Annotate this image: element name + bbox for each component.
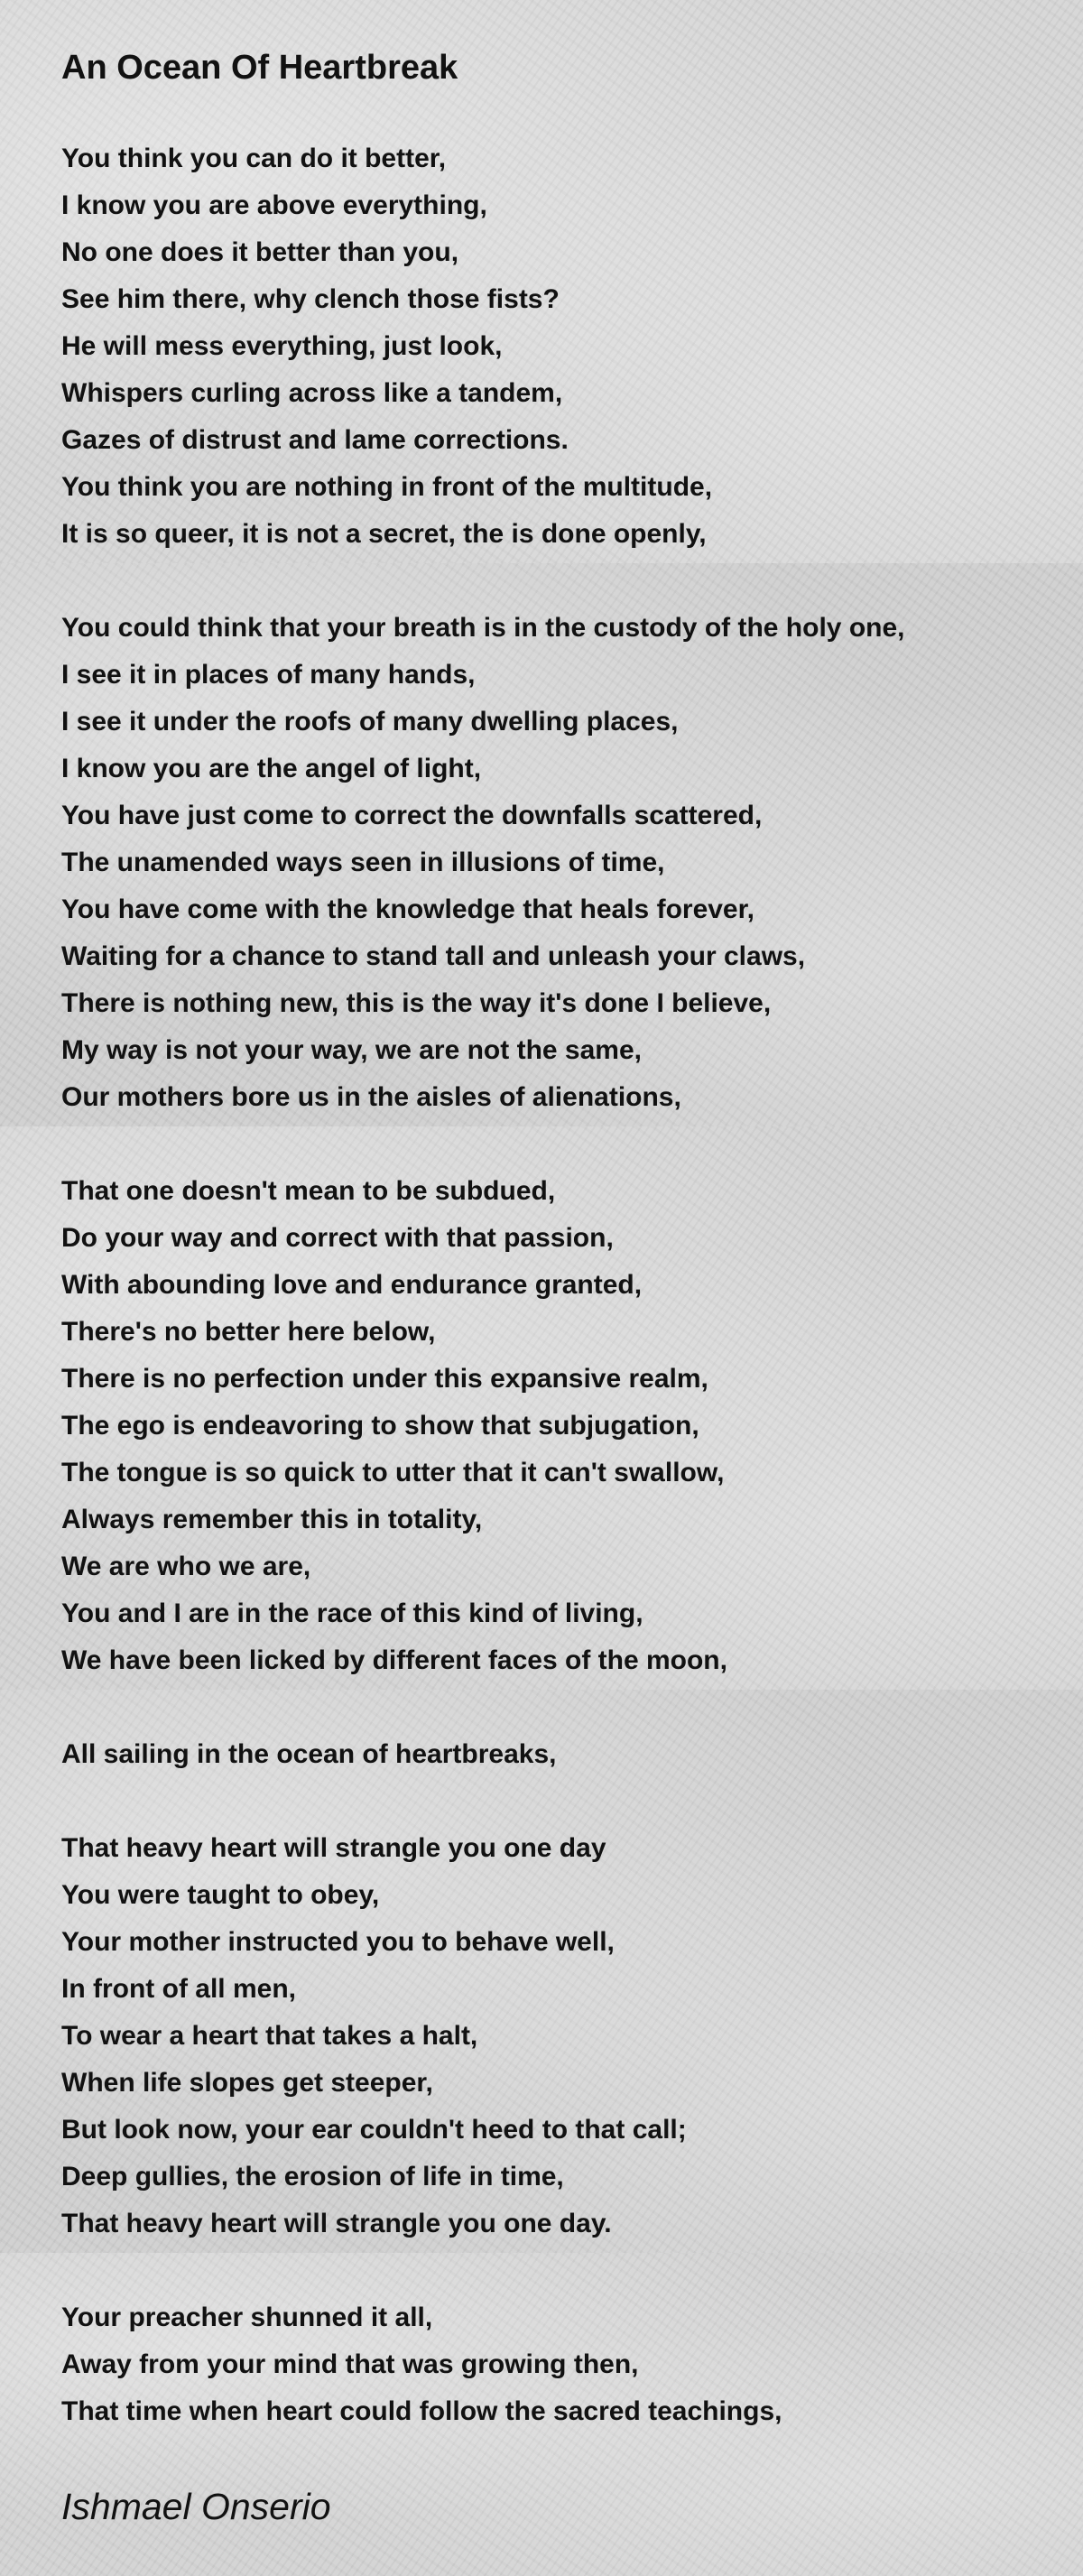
poem-line: You were taught to obey, <box>61 1880 380 1910</box>
poem-line: Always remember this in totality, <box>61 1505 483 1534</box>
poem-line: Your preacher shunned it all, <box>61 2303 433 2332</box>
poem-line: In front of all men, <box>61 1974 296 2004</box>
poem-line: You have come with the knowledge that heals forever, <box>61 894 754 924</box>
poem-line: To wear a heart that takes a halt, <box>61 2021 478 2051</box>
poem-title: An Ocean Of Heartbreak <box>61 49 458 87</box>
poem-line: You think you can do it better, <box>61 144 447 173</box>
poem-line: There is no perfection under this expansive realm, <box>61 1364 708 1394</box>
poem-line: It is so queer, it is not a secret, the is done openly, <box>61 519 707 549</box>
poem-line: You could think that your breath is in the custody of the holy one, <box>61 613 905 643</box>
poem-line: No one does it better than you, <box>61 237 459 267</box>
poem-line: I see it in places of many hands, <box>61 660 476 690</box>
poem-line: Your mother instructed you to behave well, <box>61 1927 615 1957</box>
poem-line: I know you are the angel of light, <box>61 754 482 783</box>
poem-line: That heavy heart will strangle you one day <box>61 1833 606 1863</box>
poem-line: Gazes of distrust and lame corrections. <box>61 425 569 455</box>
stanza-break <box>61 558 1054 605</box>
poem-line: You and I are in the race of this kind of living, <box>61 1598 643 1628</box>
poem-line: That time when heart could follow the sacred teachings, <box>61 2396 782 2426</box>
stanza-break <box>61 1778 1054 1825</box>
poem-line: Waiting for a chance to stand tall and unleash your claws, <box>61 941 806 971</box>
poem-line: There is nothing new, this is the way it's done I believe, <box>61 988 772 1018</box>
poem-line: With abounding love and endurance granted, <box>61 1270 643 1300</box>
poem-line: He will mess everything, just look, <box>61 331 503 361</box>
poem-line: The unamended ways seen in illusions of time, <box>61 848 665 877</box>
poem-line: The ego is endeavoring to show that subjugation, <box>61 1411 699 1441</box>
poem-line: That heavy heart will strangle you one day. <box>61 2209 612 2238</box>
poem-line: Away from your mind that was growing then, <box>61 2349 639 2379</box>
poem-line: You think you are nothing in front of the multitude, <box>61 472 713 502</box>
poem-line: My way is not your way, we are not the same, <box>61 1035 642 1065</box>
poem-line: Deep gullies, the erosion of life in time, <box>61 2162 564 2191</box>
poem-line: We have been licked by different faces of the moon, <box>61 1645 727 1675</box>
poem-line: See him there, why clench those fists? <box>61 284 560 314</box>
stanza-break <box>61 1684 1054 1731</box>
poem-line: Our mothers bore us in the aisles of alienations, <box>61 1082 681 1112</box>
poem-author: Ishmael Onserio <box>61 2486 331 2527</box>
poem-line: When life slopes get steeper, <box>61 2068 433 2098</box>
poem-body <box>61 135 1054 2435</box>
poem-line: You have just come to correct the downfalls scattered, <box>61 801 763 830</box>
poem-line: That one doesn't mean to be subdued, <box>61 1176 556 1206</box>
poem-line: Whispers curling across like a tandem, <box>61 378 563 408</box>
poem-line: Do your way and correct with that passion, <box>61 1223 614 1253</box>
poem-line: All sailing in the ocean of heartbreaks, <box>61 1739 557 1769</box>
poem-line: The tongue is so quick to utter that it can't swallow, <box>61 1458 725 1487</box>
poem-line: There's no better here below, <box>61 1317 436 1347</box>
poem-line: I know you are above everything, <box>61 190 487 220</box>
stanza-break <box>61 1121 1054 1168</box>
stanza-break <box>61 2247 1054 2294</box>
poem-line: But look now, your ear couldn't heed to that call; <box>61 2115 687 2145</box>
poem-line: I see it under the roofs of many dwelling places, <box>61 707 679 737</box>
poem-line: We are who we are, <box>61 1552 311 1581</box>
